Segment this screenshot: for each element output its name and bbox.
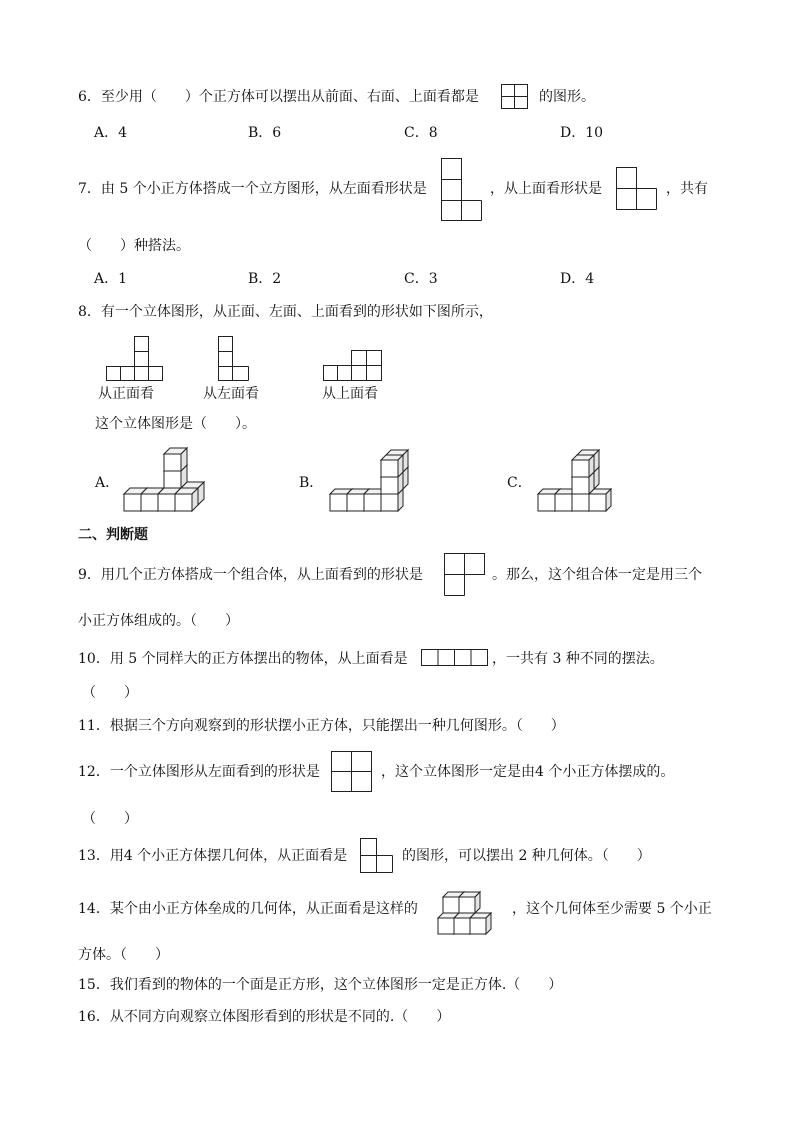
q12-stem-c: （ ） (82, 811, 138, 827)
q8-front-view-label: 从正面看 (98, 386, 154, 402)
unit-cube (572, 455, 594, 477)
q12-stem-a: 12．一个立体图形从左面看到的形状是 (78, 764, 320, 780)
q7-option-b: B．2 (248, 271, 282, 287)
q8-top-view-figure (323, 350, 383, 382)
q15-stem: 15．我们看到的物体的一个面是正方形，这个立体图形一定是正方体.（ ） (78, 977, 563, 993)
q7-top-view-figure (616, 167, 658, 211)
q8-top-view-label: 从上面看 (322, 386, 378, 402)
unit-cube (470, 913, 491, 934)
q6-option-c: C．8 (404, 125, 438, 141)
q7-option-c: C．3 (404, 271, 438, 287)
q8-option-a-label: A． (95, 475, 120, 491)
q6-stem-b: 的图形。 (539, 89, 595, 105)
q16-stem: 16．从不同方向观察立体图形看到的形状是不同的.（ ） (78, 1009, 451, 1025)
q11-stem: 11．根据三个方向观察到的形状摆小正方体，只能摆出一种几何图形。（ ） (78, 718, 565, 734)
q10-stem-b: ，一共有 3 种不同的摆法。 (492, 651, 664, 667)
q6-stem-a: 6．至少用（ ）个正方体可以摆出从前面、右面、上面看都是 (78, 89, 479, 105)
q12-left-view-figure (331, 751, 373, 793)
q9-stem-b: 。那么，这个组合体一定是用三个 (492, 567, 702, 583)
q8-stem: 8．有一个立体图形，从正面、左面、上面看到的形状如下图所示， (78, 304, 493, 320)
q9-stem-c: 小正方体组成的。（ ） (78, 613, 239, 629)
q8-left-view-label: 从左面看 (203, 386, 259, 402)
q9-stem-a: 9．用几个正方体搭成一个组合体，从上面看到的形状是 (78, 567, 423, 583)
q10-top-view-figure (421, 649, 489, 667)
q12-stem-b: ，这个立体图形一定是由4 个小正方体摆成的。 (381, 764, 675, 780)
q7-stem-d: （ ）种搭法。 (78, 238, 190, 254)
q7-stem-c: ，共有 (666, 181, 708, 197)
q6-option-a: A．4 (94, 125, 128, 141)
q7-option-d: D．4 (560, 271, 595, 287)
unit-cube (381, 455, 403, 477)
q13-stem-a: 13．用4 个小正方体摆几何体，从正面看是 (78, 848, 348, 864)
q6-grid-figure (501, 84, 529, 110)
q6-option-d: D．10 (560, 125, 604, 141)
q8-question: 这个立体图形是（ ）。 (95, 416, 256, 432)
q7-stem-a: 7．由 5 个小正方体搭成一个立方图形，从左面看形状是 (78, 181, 427, 197)
unit-cube (589, 489, 611, 511)
q8-option-b-cubes (330, 448, 420, 514)
q8-option-a-cubes (124, 448, 224, 514)
q13-stem-b: 的图形，可以摆出 2 种几何体。（ ） (402, 848, 651, 864)
q8-option-b-label: B． (299, 475, 324, 491)
unit-cube (164, 448, 187, 471)
unit-cube (175, 488, 198, 511)
q10-stem-a: 10．用 5 个同样大的正方体摆出的物体，从上面看是 (78, 651, 408, 667)
section-title: 二、判断题 (78, 527, 148, 543)
q9-top-view-figure (444, 553, 486, 597)
q8-front-view-figure (106, 336, 164, 382)
unit-cube (459, 892, 480, 913)
q10-stem-c: （ ） (82, 685, 138, 701)
q7-left-view-figure (441, 158, 483, 222)
q8-option-c-cubes (538, 448, 628, 514)
q8-left-view-figure (218, 336, 250, 382)
q14-stem-a: 14．某个由小正方体垒成的几何体，从正面看是这样的 (78, 901, 418, 917)
q7-stem-b: ，从上面看形状是 (490, 181, 602, 197)
q14-front-view-cubes (438, 882, 498, 936)
q13-front-view-figure (360, 838, 394, 874)
q14-stem-c: 方体。（ ） (78, 947, 169, 963)
q7-option-a: A．1 (94, 271, 128, 287)
q6-option-b: B．6 (248, 125, 282, 141)
q8-option-c-label: C． (507, 475, 532, 491)
q14-stem-b: ，这个几何体至少需要 5 个小正 (512, 901, 712, 917)
